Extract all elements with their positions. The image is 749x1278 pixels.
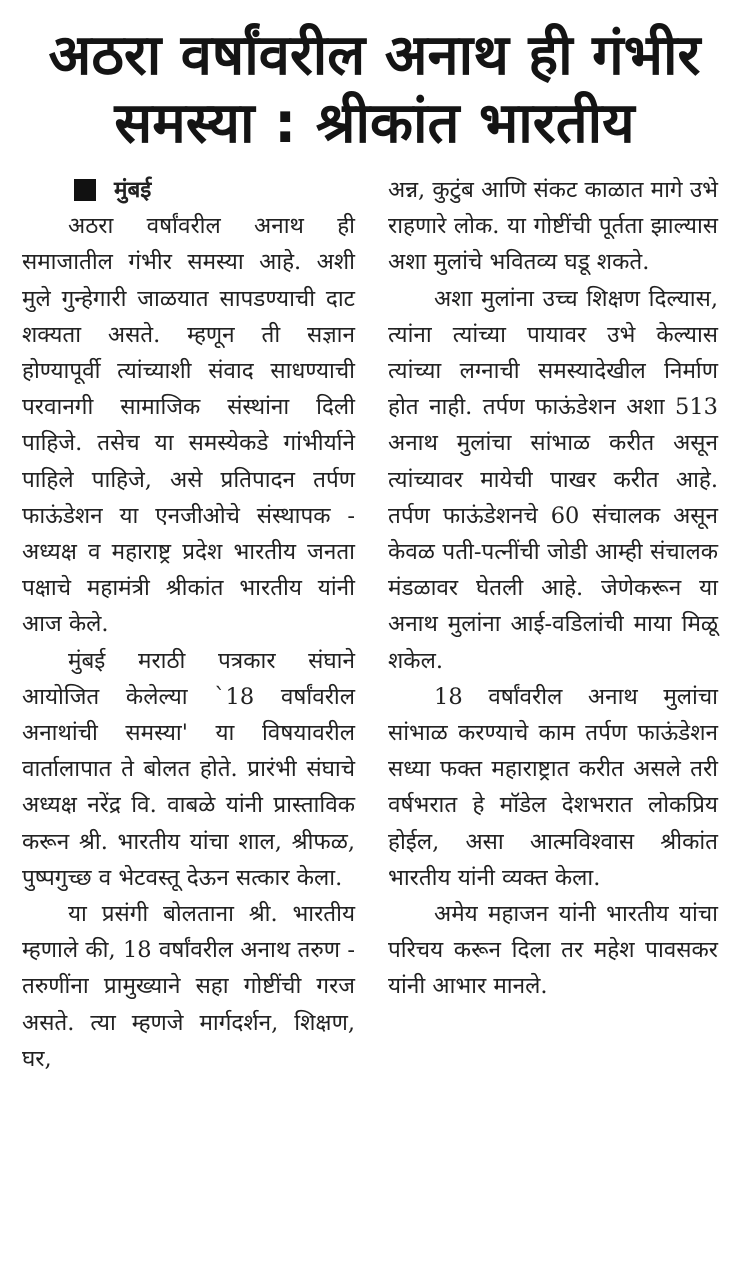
paragraph-foundation-work: 18 वर्षांवरील अनाथ मुलांचा सांभाळ करण्याचे काम तर्पण फाऊंडेशन सध्या फक्त महाराष्ट्रात करीत असले तरी वर्षभरात हे मॉडेल देशभरात लोकप्रिय होईल, असा आत्मविश्वास श्रीकांत भारतीय यांनी व्यक्त केला. <box>388 683 718 891</box>
headline-line-2: समस्या : श्रीकांत भारतीय <box>114 91 635 156</box>
dateline-city: मुंबई <box>114 177 152 203</box>
paragraph-thanks: अमेय महाजन यांनी भारतीय यांचा परिचय करून दिला तर महेश पावसकर यांनी आभार मानले. <box>388 901 718 1000</box>
article-column-right <box>388 172 718 1005</box>
square-bullet-icon <box>74 179 96 201</box>
paragraph-intro: अठरा वर्षांवरील अनाथ ही समाजातील गंभीर समस्या आहे. अशी मुले गुन्हेगारी जाळयात सापडण्याची दाट शक्यता असते. म्हणून ती सज्ञान होण्यापूर्वी त्यांच्याशी संवाद साधण्याची परवानगी सामाजिक संस्थांना दिली पाहिजे. तसेच या समस्येकडे गांभीर्याने पाहिले पाहिजे, असे प्रतिपादन तर्पण फाऊंडेशन या एनजीओचे संस्थापक - अध्यक्ष व महाराष्ट्र प्रदेश भारतीय जनता पक्षाचे महामंत्री श्रीकांत भारतीय यांनी आज केले. <box>22 213 355 638</box>
headline <box>0 22 749 158</box>
dateline <box>22 172 355 208</box>
paragraph-needs: या प्रसंगी बोलताना श्री. भारतीय म्हणाले की, 18 वर्षांवरील अनाथ तरुण - तरुणींना प्रामुख्याने सहा गोष्टींची गरज असते. त्या म्हणजे मार्गदर्शन, शिक्षण, घर, <box>22 901 355 1072</box>
article-column-left <box>22 172 355 1077</box>
paragraph-needs-continued: अन्न, कुटुंब आणि संकट काळात मागे उभे राहणारे लोक. या गोष्टींची पूर्तता झाल्यास अशा मुलांचे भवितव्य घडू शकते. <box>388 177 718 276</box>
headline-line-1: अठरा वर्षांवरील अनाथ ही गंभीर <box>48 23 701 88</box>
paragraph-education: अशा मुलांना उच्च शिक्षण दिल्यास, त्यांना त्यांच्या पायावर उभे केल्यास त्यांच्या लग्नाची समस्यादेखील निर्माण होत नाही. तर्पण फाऊंडेशन अशा 513 अनाथ मुलांचा सांभाळ करीत असून त्यांच्यावर मायेची पाखर करीत आहे. तर्पण फाऊंडेशनचे 60 संचालक असून केवळ पती-पत्नींची जोडी आम्ही संचालक मंडळावर घेतली आहे. जेणेकरून या अनाथ मुलांना आई-वडिलांची माया मिळू शकेल. <box>388 285 718 674</box>
paragraph-press-conference: मुंबई मराठी पत्रकार संघाने आयोजित केलेल्या `18 वर्षांवरील अनाथांची समस्या' या विषयावरील वार्तालापात ते बोलत होते. प्रारंभी संघाचे अध्यक्ष नरेंद्र वि. वाबळे यांनी प्रास्ताविक करून श्री. भारतीय यांचा शाल, श्रीफळ, पुष्पगुच्छ व भेटवस्तू देऊन सत्कार केला. <box>22 647 355 891</box>
